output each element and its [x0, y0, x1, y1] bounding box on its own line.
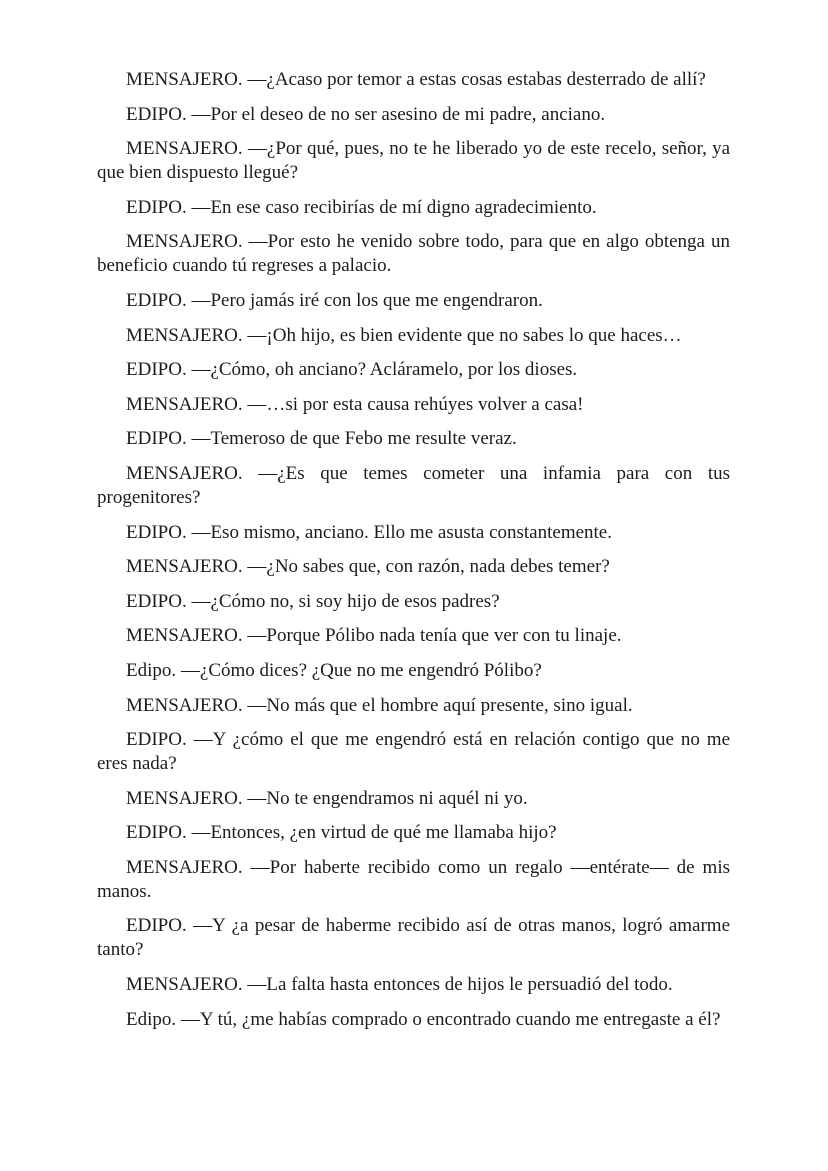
speaker-name: EDIPO.	[126, 590, 187, 612]
dialogue-paragraph	[97, 289, 730, 313]
dialogue-paragraph	[97, 821, 730, 845]
dialogue-text: —Por el deseo de no ser asesino de mi padre, anciano.	[191, 103, 606, 125]
dialogue-text: —Y ¿a pesar de haberme recibido así de otras manos, logró amarme tanto?	[97, 915, 731, 961]
dialogue-paragraph	[97, 427, 730, 451]
dialogue-text: —¿Acaso por temor a estas cosas estabas desterrado de allí?	[247, 69, 706, 90]
speaker-name: EDIPO.	[126, 103, 187, 125]
dialogue-text: —¿Cómo, oh anciano? Acláramelo, por los dioses.	[191, 359, 578, 381]
dialogue-paragraph	[97, 324, 730, 348]
dialogue-text: —Entonces, ¿en virtud de qué me llamaba hijo?	[191, 822, 557, 844]
speaker-name: EDIPO.	[126, 729, 187, 751]
dialogue-text: —Temeroso de que Febo me resulte veraz.	[191, 428, 517, 450]
dialogue-text: —Por haberte recibido como un regalo —entérate— de mis manos.	[97, 856, 731, 902]
speaker-name: MENSAJERO.	[126, 138, 243, 160]
dialogue-text: —¿Cómo no, si soy hijo de esos padres?	[191, 590, 500, 612]
dialogue-text: —Eso mismo, anciano. Ello me asusta constantemente.	[191, 521, 612, 543]
speaker-name: EDIPO.	[126, 289, 187, 311]
speaker-name: MENSAJERO.	[126, 556, 243, 578]
speaker-name: Edipo.	[126, 1008, 177, 1030]
dialogue-paragraph	[97, 230, 730, 278]
speaker-name: EDIPO.	[126, 822, 187, 844]
dialogue-text: —Porque Pólibo nada tenía que ver con tu linaje.	[247, 625, 622, 647]
dialogue-text: —¡Oh hijo, es bien evidente que no sabes lo que haces…	[247, 324, 682, 346]
dialogue-paragraph	[97, 521, 730, 545]
dialogue-text: —En ese caso recibirías de mí digno agradecimiento.	[191, 196, 597, 218]
dialogue-paragraph	[97, 68, 730, 92]
speaker-name: MENSAJERO.	[126, 787, 243, 809]
dialogue-paragraph	[97, 914, 730, 962]
speaker-name: EDIPO.	[126, 359, 187, 381]
dialogue-text: —No más que el hombre aquí presente, sino igual.	[247, 694, 633, 716]
speaker-name: MENSAJERO.	[126, 393, 243, 415]
speaker-name: MENSAJERO.	[126, 231, 243, 253]
speaker-name: Edipo.	[126, 659, 177, 681]
dialogue-text: —¿Es que temes cometer una infamia para con tus progenitores?	[97, 462, 730, 508]
dialogue-paragraph	[97, 462, 730, 510]
dialogue-paragraph	[97, 728, 730, 776]
dialogue-paragraph	[97, 590, 730, 614]
speaker-name: MENSAJERO.	[126, 625, 243, 647]
speaker-name: MENSAJERO.	[126, 462, 243, 484]
dialogue-text: —No te engendramos ni aquél ni yo.	[247, 787, 528, 809]
dialogue-text: —Y tú, ¿me habías comprado o encontrado cuando me entregaste a él?	[180, 1008, 721, 1030]
speaker-name: MENSAJERO.	[126, 694, 243, 716]
dialogue-paragraph	[97, 137, 730, 185]
dialogue-paragraph	[97, 856, 730, 904]
dialogue-text: —¿No sabes que, con razón, nada debes temer?	[247, 556, 610, 578]
dialogue-paragraph	[97, 787, 730, 811]
dialogue-text: —Y ¿cómo el que me engendró está en relación contigo que no me eres nada?	[97, 729, 730, 775]
speaker-name: MENSAJERO.	[126, 856, 243, 878]
dialogue-paragraph	[97, 196, 730, 220]
speaker-name: EDIPO.	[126, 521, 187, 543]
dialogue-paragraph	[97, 358, 730, 382]
dialogue-text: —Por esto he venido sobre todo, para que en algo obtenga un beneficio cuando tú regreses a palacio.	[97, 231, 731, 277]
speaker-name: EDIPO.	[126, 428, 187, 450]
speaker-name: EDIPO.	[126, 915, 187, 937]
dialogue-text: —La falta hasta entonces de hijos le persuadió del todo.	[247, 974, 673, 996]
dialogue-paragraph	[97, 555, 730, 579]
dialogue-text: —…si por esta causa rehúyes volver a casa!	[247, 393, 584, 415]
dialogue-text: —¿Cómo dices? ¿Que no me engendró Pólibo?	[180, 659, 542, 681]
dialogue-text: —Pero jamás iré con los que me engendraron.	[191, 289, 543, 311]
dialogue-paragraph	[97, 694, 730, 718]
speaker-name: MENSAJERO.	[126, 69, 243, 90]
dialogue-paragraph	[97, 973, 730, 997]
speaker-name: MENSAJERO.	[126, 324, 243, 346]
dialogue-paragraph	[97, 659, 730, 683]
speaker-name: EDIPO.	[126, 196, 187, 218]
dialogue-paragraph	[97, 624, 730, 648]
dialogue-paragraph	[97, 103, 730, 127]
document-page	[97, 68, 730, 1042]
speaker-name: MENSAJERO.	[126, 974, 243, 996]
dialogue-paragraph	[97, 1008, 730, 1032]
dialogue-text: —¿Por qué, pues, no te he liberado yo de este recelo, señor, ya que bien dispuesto llegué?	[97, 138, 731, 184]
dialogue-paragraph	[97, 393, 730, 417]
